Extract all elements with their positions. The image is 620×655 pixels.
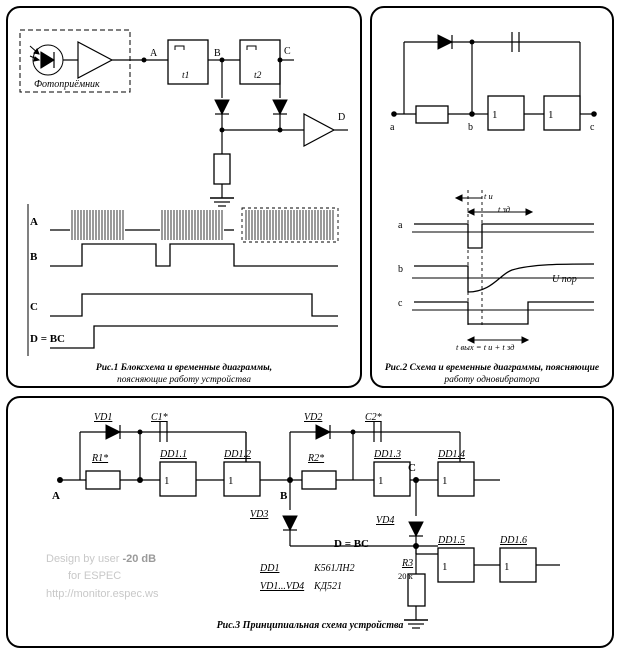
fig2-trace-b-label: b xyxy=(398,264,403,275)
fig3-r1-label: R1* xyxy=(92,453,109,464)
figure1-panel xyxy=(6,6,362,388)
fig2-u-threshold-label: U пор xyxy=(552,274,577,285)
svg-text:1: 1 xyxy=(442,475,448,487)
fig3-node-b: B xyxy=(280,490,288,502)
svg-text:b: b xyxy=(468,122,473,133)
watermark-line1-pre: Design by user xyxy=(46,553,123,565)
svg-text:D: D xyxy=(338,112,346,123)
watermark-line1 xyxy=(46,553,156,565)
svg-text:1: 1 xyxy=(228,475,234,487)
watermark-line3: http://monitor.espec.ws xyxy=(46,588,159,600)
fig1-trace-label-a: A xyxy=(30,216,38,228)
fig1-trace-label-c: C xyxy=(30,301,38,313)
svg-text:Фотоприёмник: Фотоприёмник xyxy=(34,79,100,90)
fig2-caption-line2: работу одновибратора xyxy=(444,375,540,385)
fig3-dd14-label: DD1.4 xyxy=(438,449,465,460)
fig2-caption-text1: Рис.2 Схема и временные диаграммы, поясняющие xyxy=(384,363,600,373)
fig3-node-d: D = BC xyxy=(334,538,369,550)
fig3-r3-value: 20 к xyxy=(398,571,413,581)
watermark-line2: for ESPEC xyxy=(68,570,122,582)
fig3-bom-ref-1: VD1...VD4 xyxy=(260,581,305,592)
fig3-dd13-label: DD1.3 xyxy=(374,449,401,460)
svg-text:1: 1 xyxy=(378,475,384,487)
fig3-node-c: C xyxy=(408,462,416,474)
watermark-line1-bold: -20 dB xyxy=(122,553,157,565)
fig3-c2-label: C2* xyxy=(365,412,382,423)
fig3-caption-text: Рис.3 Принципиальная схема устройства xyxy=(216,620,404,631)
figure3-drawing xyxy=(8,398,616,650)
fig3-bom-part-1: КД521 xyxy=(314,581,343,592)
fig3-vd3-label: VD3 xyxy=(250,509,269,520)
fig3-dd16-label: DD1.6 xyxy=(500,535,527,546)
svg-text:1: 1 xyxy=(164,475,170,487)
svg-text:1: 1 xyxy=(492,109,498,121)
fig3-dd15-label: DD1.5 xyxy=(438,535,465,546)
fig1-trace-label-b: B xyxy=(30,251,38,263)
fig1-caption-text1: Рис.1 Блоксхема и временные диаграммы, xyxy=(95,363,273,373)
fig3-dd12-label: DD1.2 xyxy=(224,449,251,460)
svg-text:a: a xyxy=(390,122,395,133)
svg-text:c: c xyxy=(590,122,595,133)
svg-text:1: 1 xyxy=(504,561,510,573)
svg-text:1: 1 xyxy=(548,109,554,121)
fig3-caption xyxy=(8,620,612,632)
svg-text:t1: t1 xyxy=(182,71,190,81)
fig3-r2-label: R2* xyxy=(308,453,325,464)
fig3-bom-part-0: К561ЛН2 xyxy=(314,563,355,574)
figure2-drawing xyxy=(372,8,616,390)
fig1-caption-line2: поясняющие работу устройства xyxy=(117,375,251,385)
figure3-panel xyxy=(6,396,614,648)
svg-text:B: B xyxy=(214,48,221,59)
svg-text:C: C xyxy=(284,46,291,57)
fig3-vd2-label: VD2 xyxy=(304,412,323,423)
fig3-node-a: A xyxy=(52,490,60,502)
fig1-caption-line1 xyxy=(8,362,360,374)
fig1-trace-label-d: D = BC xyxy=(30,333,65,345)
fig2-t-delay-label: t зд xyxy=(498,204,510,214)
fig2-trace-a-label: a xyxy=(398,220,403,231)
fig3-vd4-label: VD4 xyxy=(376,515,395,526)
svg-text:1: 1 xyxy=(442,561,448,573)
fig3-c1-label: C1* xyxy=(151,412,168,423)
fig2-trace-c-label: c xyxy=(398,298,403,309)
fig2-t-out-formula: t вых = t и + t зд xyxy=(456,342,515,352)
svg-text:A: A xyxy=(150,48,158,59)
fig3-dd11-label: DD1.1 xyxy=(160,449,187,460)
svg-text:t2: t2 xyxy=(254,71,262,81)
fig2-caption-line1 xyxy=(372,362,612,374)
fig3-vd1-label: VD1 xyxy=(94,412,113,423)
fig3-bom-ref-0: DD1 xyxy=(260,563,280,574)
fig3-r3-label: R3 xyxy=(402,558,414,569)
fig2-t-imp-label: t и xyxy=(484,191,493,201)
figure2-panel xyxy=(370,6,614,388)
